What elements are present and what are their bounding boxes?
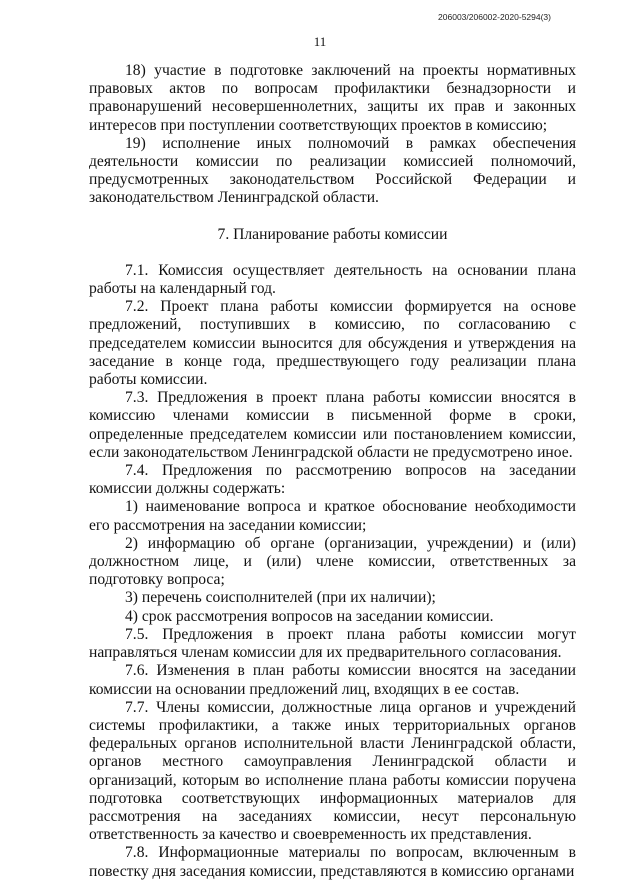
paragraph-7-5: 7.5. Предложения в проект плана работы комиссии могут направляться членам комиссии для их предварительного согласования. (89, 625, 576, 662)
page-number: 11 (313, 34, 327, 49)
list-item-1: 1) наименование вопроса и краткое обоснование необходимости его рассмотрения на заседании комиссии; (89, 498, 576, 534)
document-number: 206003/206002-2020-5294(3) (438, 12, 551, 22)
paragraph-7-1: 7.1. Комиссия осуществляет деятельность на основании плана работы на календарный год. (89, 261, 576, 298)
document-body (89, 62, 576, 881)
paragraph-7-7: 7.7. Члены комиссии, должностные лица органов и учреждений системы профилактики, а также иных территориальных органов федеральных органов исполнительной власти Ленинградской области, органов местного самоуправления Ленинградской области и организаций, которым во исполнение плана работы комиссии поручена подготовка соответствующих информационных материалов для рассмотрения на заседаниях комиссии, несут персональную ответственность за качество и своевременность их представления. (89, 698, 576, 844)
paragraph-7-8: 7.8. Информационные материалы по вопросам, включенным в повестку дня заседания комиссии, представляются в комиссию органами (89, 844, 576, 880)
paragraph-7-6: 7.6. Изменения в план работы комиссии вносятся на заседании комиссии на основании предложений лиц, входящих в ее состав. (89, 662, 576, 698)
paragraph-19: 19) исполнение иных полномочий в рамках обеспечения деятельности комиссии по реализации комиссией полномочий, предусмотренных законодательством Российской Федерации и законодательством Ленинградской области. (89, 134, 576, 207)
paragraph-7-3: 7.3. Предложения в проект плана работы комиссии вносятся в комиссию членами комиссии в письменной форме в сроки, определенные председателем комиссии или постановлением комиссии, если законодательством Ленинградской области не предусмотрено иное. (89, 389, 576, 461)
paragraph-7-2: 7.2. Проект плана работы комиссии формируется на основе предложений, поступивших в комиссию, по согласованию с председателем комиссии выносится для обсуждения и утверждения на заседание в конце года, предшествующего году реализации плана работы комиссии. (89, 298, 576, 389)
list-item-4: 4) срок рассмотрения вопросов на заседании комиссии. (125, 607, 494, 625)
paragraph-18: 18) участие в подготовке заключений на проекты нормативных правовых актов по вопросам профилактики безнадзорности и правонарушений несовершеннолетних, защиты их прав и законных интересов при поступлении соответствующих проектов в комиссию; (89, 62, 576, 134)
list-item-2: 2) информацию об органе (организации, учреждении) и (или) должностном лице, и (или) члене комиссии, ответственных за подготовку вопроса; (89, 534, 576, 589)
section-heading: 7. Планирование работы комиссии (217, 225, 448, 243)
list-item-3: 3) перечень соисполнителей (при их наличии); (125, 589, 436, 607)
paragraph-7-4: 7.4. Предложения по рассмотрению вопросов на заседании комиссии должны содержать: (89, 462, 576, 498)
